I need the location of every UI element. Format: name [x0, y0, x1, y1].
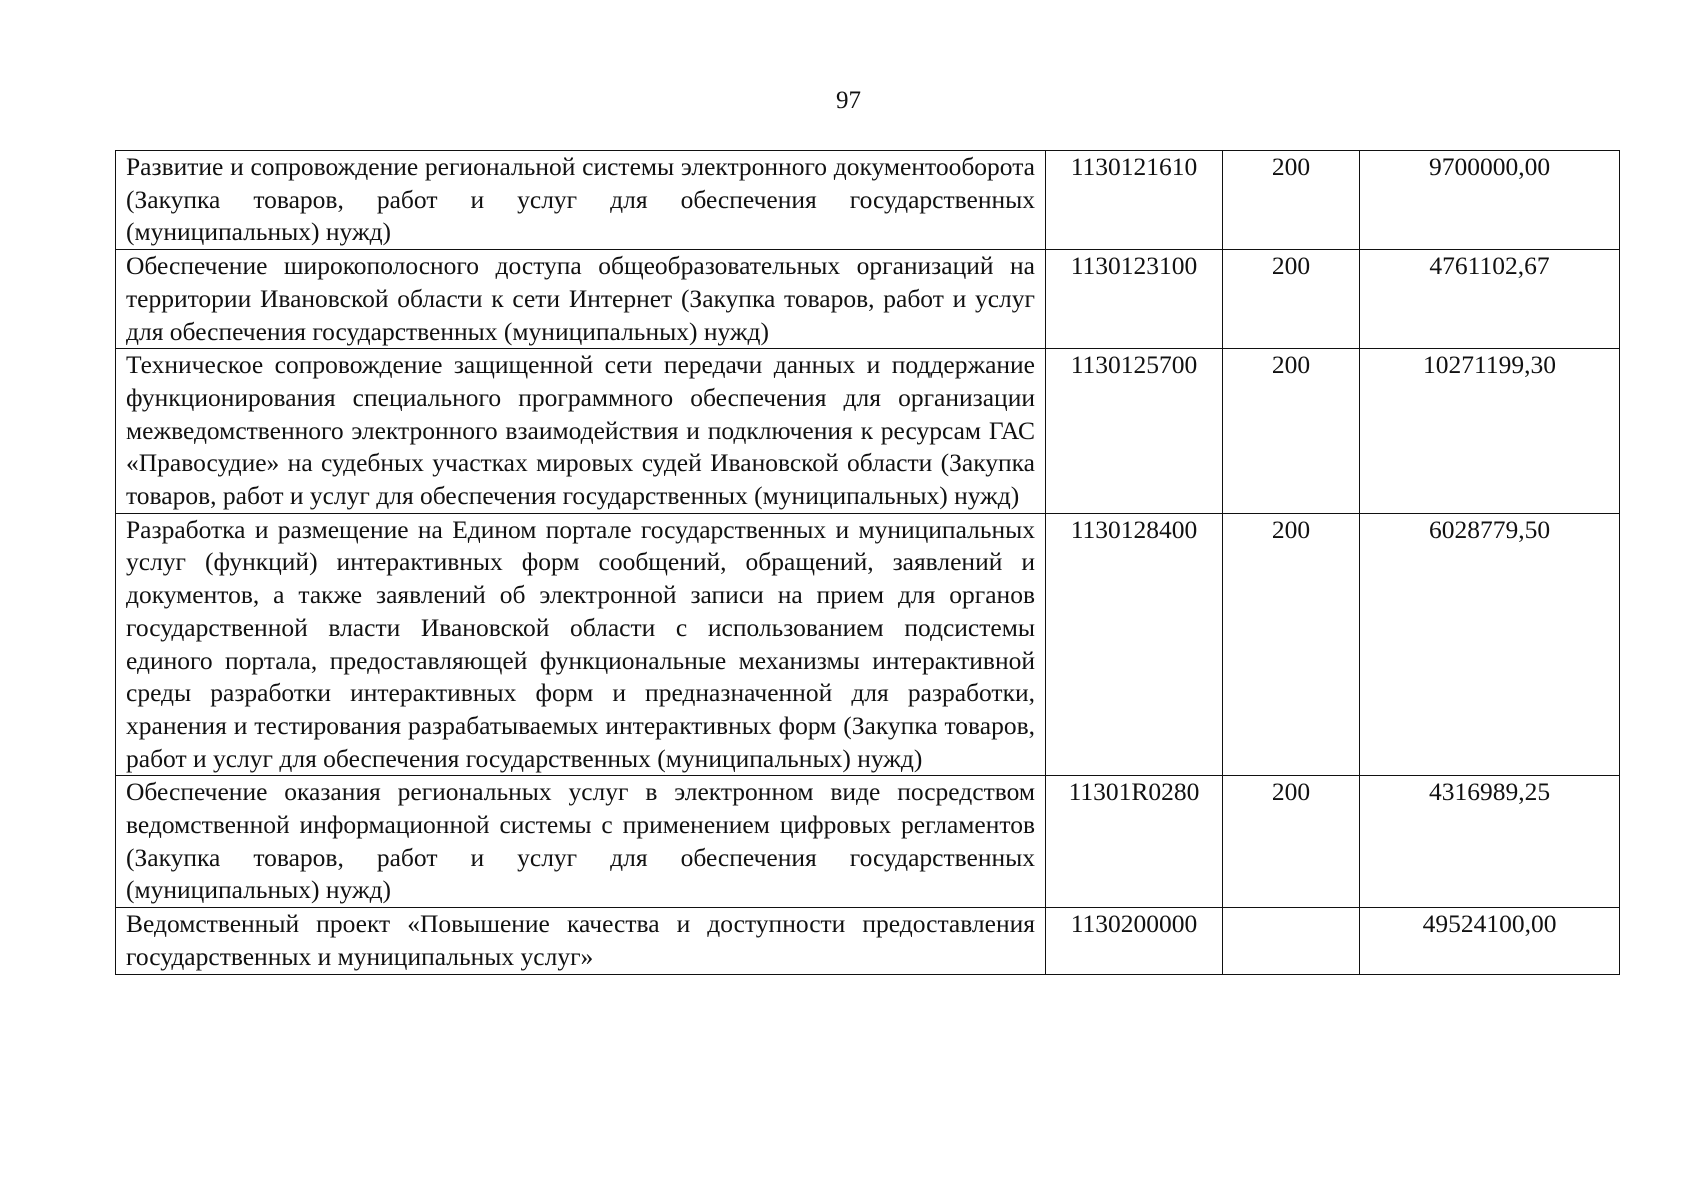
expense-name-cell: Развитие и сопровождение региональной системы электронного документооборота (Закупка товаров, работ и услуг для обеспечения государственных (муниципальных) нужд)	[116, 151, 1046, 250]
amount-cell: 10271199,30	[1360, 349, 1620, 514]
table-row	[116, 151, 1620, 250]
table-row	[116, 513, 1620, 776]
expense-type-cell	[1223, 908, 1360, 974]
expense-name-cell: Обеспечение оказания региональных услуг в электронном виде посредством ведомственной информационной системы с применением цифровых регламентов (Закупка товаров, работ и услуг для обеспечения государственных (муниципальных) нужд)	[116, 776, 1046, 908]
table-row	[116, 908, 1620, 974]
table-row	[116, 250, 1620, 349]
budget-table	[115, 150, 1620, 975]
amount-cell: 6028779,50	[1360, 513, 1620, 776]
expense-name-cell: Разработка и размещение на Едином портале государственных и муниципальных услуг (функций) интерактивных форм сообщений, обращений, заявлений и документов, а также заявлений об электронной записи на прием для органов государственной власти Ивановской области с использованием подсистемы единого портала, предоставляющей функциональные механизмы интерактивной среды разработки интерактивных форм и предназначенной для разработки, хранения и тестирования разрабатываемых интерактивных форм (Закупка товаров, работ и услуг для обеспечения государственных (муниципальных) нужд)	[116, 513, 1046, 776]
target-code-cell: 11301R0280	[1046, 776, 1223, 908]
table-row	[116, 349, 1620, 514]
expense-type-cell: 200	[1223, 513, 1360, 776]
target-code-cell: 1130128400	[1046, 513, 1223, 776]
amount-cell: 9700000,00	[1360, 151, 1620, 250]
target-code-cell: 1130121610	[1046, 151, 1223, 250]
target-code-cell: 1130200000	[1046, 908, 1223, 974]
page-number: 97	[836, 87, 861, 114]
table-row	[116, 776, 1620, 908]
target-code-cell: 1130123100	[1046, 250, 1223, 349]
amount-cell: 4761102,67	[1360, 250, 1620, 349]
expense-name-cell: Обеспечение широкополосного доступа общеобразовательных организаций на территории Ивановской области к сети Интернет (Закупка товаров, работ и услуг для обеспечения государственных (муниципальных) нужд)	[116, 250, 1046, 349]
expense-type-cell: 200	[1223, 776, 1360, 908]
expense-type-cell: 200	[1223, 349, 1360, 514]
target-code-cell: 1130125700	[1046, 349, 1223, 514]
expense-type-cell: 200	[1223, 250, 1360, 349]
expense-type-cell: 200	[1223, 151, 1360, 250]
amount-cell: 49524100,00	[1360, 908, 1620, 974]
expense-name-cell: Ведомственный проект «Повышение качества и доступности предоставления государственных и муниципальных услуг»	[116, 908, 1046, 974]
expense-name-cell: Техническое сопровождение защищенной сети передачи данных и поддержание функционирования специального программного обеспечения для организации межведомственного электронного взаимодействия и подключения к ресурсам ГАС «Правосудие» на судебных участках мировых судей Ивановской области (Закупка товаров, работ и услуг для обеспечения государственных (муниципальных) нужд)	[116, 349, 1046, 514]
amount-cell: 4316989,25	[1360, 776, 1620, 908]
